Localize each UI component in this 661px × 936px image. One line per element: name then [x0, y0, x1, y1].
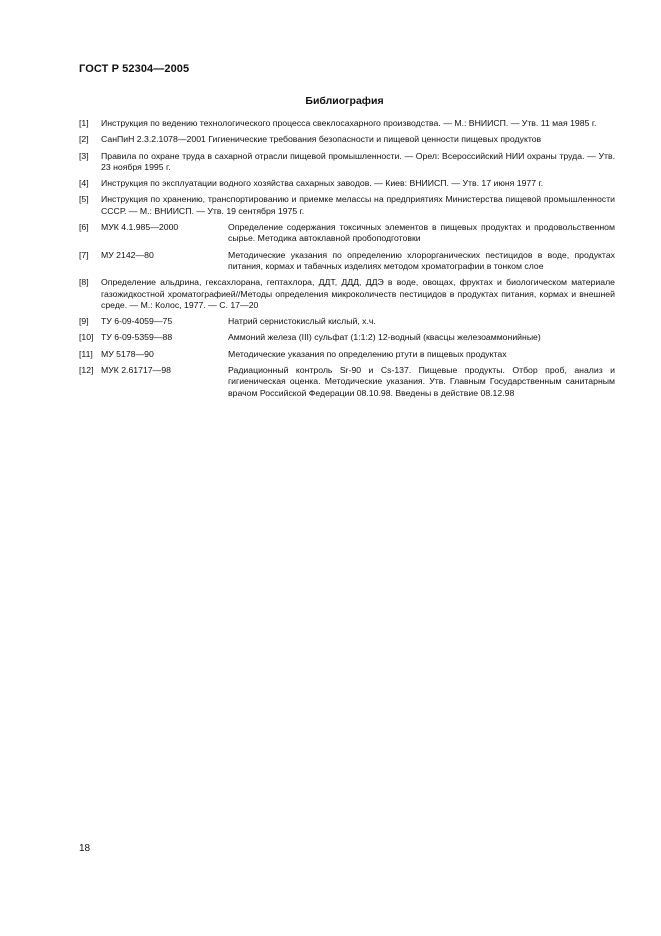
bibliography-entry — [79, 118, 615, 129]
entry-number: [2] — [79, 134, 89, 145]
page-number: 18 — [79, 843, 91, 854]
entry-text: Правила по охране труда в сахарной отрасли пищевой промышленности. — Орел: Всероссийский НИИ охраны труда. — Утв. 23 ноября 1995 г. — [101, 150, 615, 172]
entry-code: МУК 4.1.985—2000 — [101, 222, 179, 233]
entry-text: Инструкция по эксплуатации водного хозяйства сахарных заводов. — Киев: ВНИИСП. — Утв. 17 июня 1977 г. — [101, 178, 544, 189]
entry-text: Аммоний железа (III) сульфат (1:1:2) 12-водный (квасцы железоаммонийные) — [228, 332, 541, 343]
bibliography-entry — [79, 194, 615, 217]
bibliography-entry — [79, 316, 615, 327]
entry-number: [1] — [79, 118, 89, 128]
entry-text: СанПиН 2.3.2.1078—2001 Гигиенические требования безопасности и пищевой ценности пищевых продуктов — [101, 134, 542, 145]
entry-number: [8] — [79, 277, 89, 288]
entry-text: Радиационный контроль Sr-90 и Cs-137. Пищевые продукты. Отбор проб, анализ и гигиеническая оценка. Методические указания. Утв. Главным Государственным санитарным врачом Российской Федерации 08.10.98. Введены в действие 08.12.98 — [228, 365, 615, 398]
entry-number: [11] — [79, 348, 93, 359]
entry-text: Определение содержания токсичных элементов в пищевых продуктах и продовольственном сырье. Методика автоклавной пробоподготовки — [228, 222, 615, 244]
entry-number: [5] — [79, 194, 89, 205]
entry-code: МУ 2142—80 — [101, 249, 154, 260]
entry-text: Натрий сернистокислый кислый, х.ч. — [228, 316, 376, 327]
bibliography-entry — [79, 365, 615, 399]
entry-number: [12] — [79, 365, 94, 376]
bibliography-list — [79, 118, 615, 404]
bibliography-entry — [79, 178, 615, 189]
entry-code: МУ 5178—90 — [101, 348, 154, 359]
bibliography-entry — [79, 134, 615, 145]
entry-text: Методические указания по определению хлорорганических пестицидов в воде, продуктах питания, кормах и табачных изделиях методом хроматографии в тонком слое — [228, 249, 615, 271]
entry-number: [3] — [79, 150, 89, 161]
entry-text: Инструкция по хранению, транспортированию и приемке мелассы на предприятиях Министерства пищевой промышленности СССР. — М.: ВНИИСП. — Утв. 19 сентября 1975 г. — [101, 194, 615, 216]
entry-code: ТУ 6-09-5359—88 — [101, 332, 173, 343]
bibliography-entry — [79, 151, 615, 174]
entry-code: ТУ 6-09-4059—75 — [101, 316, 173, 327]
entry-number: [7] — [79, 249, 89, 260]
entry-text: Инструкция по ведению технологического процесса свеклосахарного производства. — М.: ВНИИСП. — Утв. 11 мая 1985 г. — [101, 118, 597, 128]
entry-number: [10] — [79, 332, 94, 343]
document-code: ГОСТ Р 52304—2005 — [79, 63, 190, 75]
bibliography-entry — [79, 250, 615, 273]
bibliography-entry — [79, 222, 615, 245]
entry-number: [6] — [79, 222, 89, 233]
bibliography-entry — [79, 332, 615, 343]
bibliography-entry — [79, 277, 615, 311]
entry-number: [4] — [79, 178, 89, 189]
entry-code: МУК 2.61717—98 — [101, 365, 171, 376]
entry-number: [9] — [79, 316, 89, 327]
bibliography-entry — [79, 349, 615, 360]
entry-text: Методические указания по определению ртути в пищевых продуктах — [228, 348, 507, 359]
entry-text: Определение альдрина, гексахлорана, гептахлора, ДДТ, ДДД, ДДЭ в воде, овощах, фруктах и биологическом материале газожидкостной хроматографией//Методы определения микроколичеств пестицидов в продуктах питания, кормах и внешней среде. — М.: Колос, 1977. — С. 17—20 — [101, 277, 615, 310]
bibliography-title: Библиография — [305, 95, 384, 107]
